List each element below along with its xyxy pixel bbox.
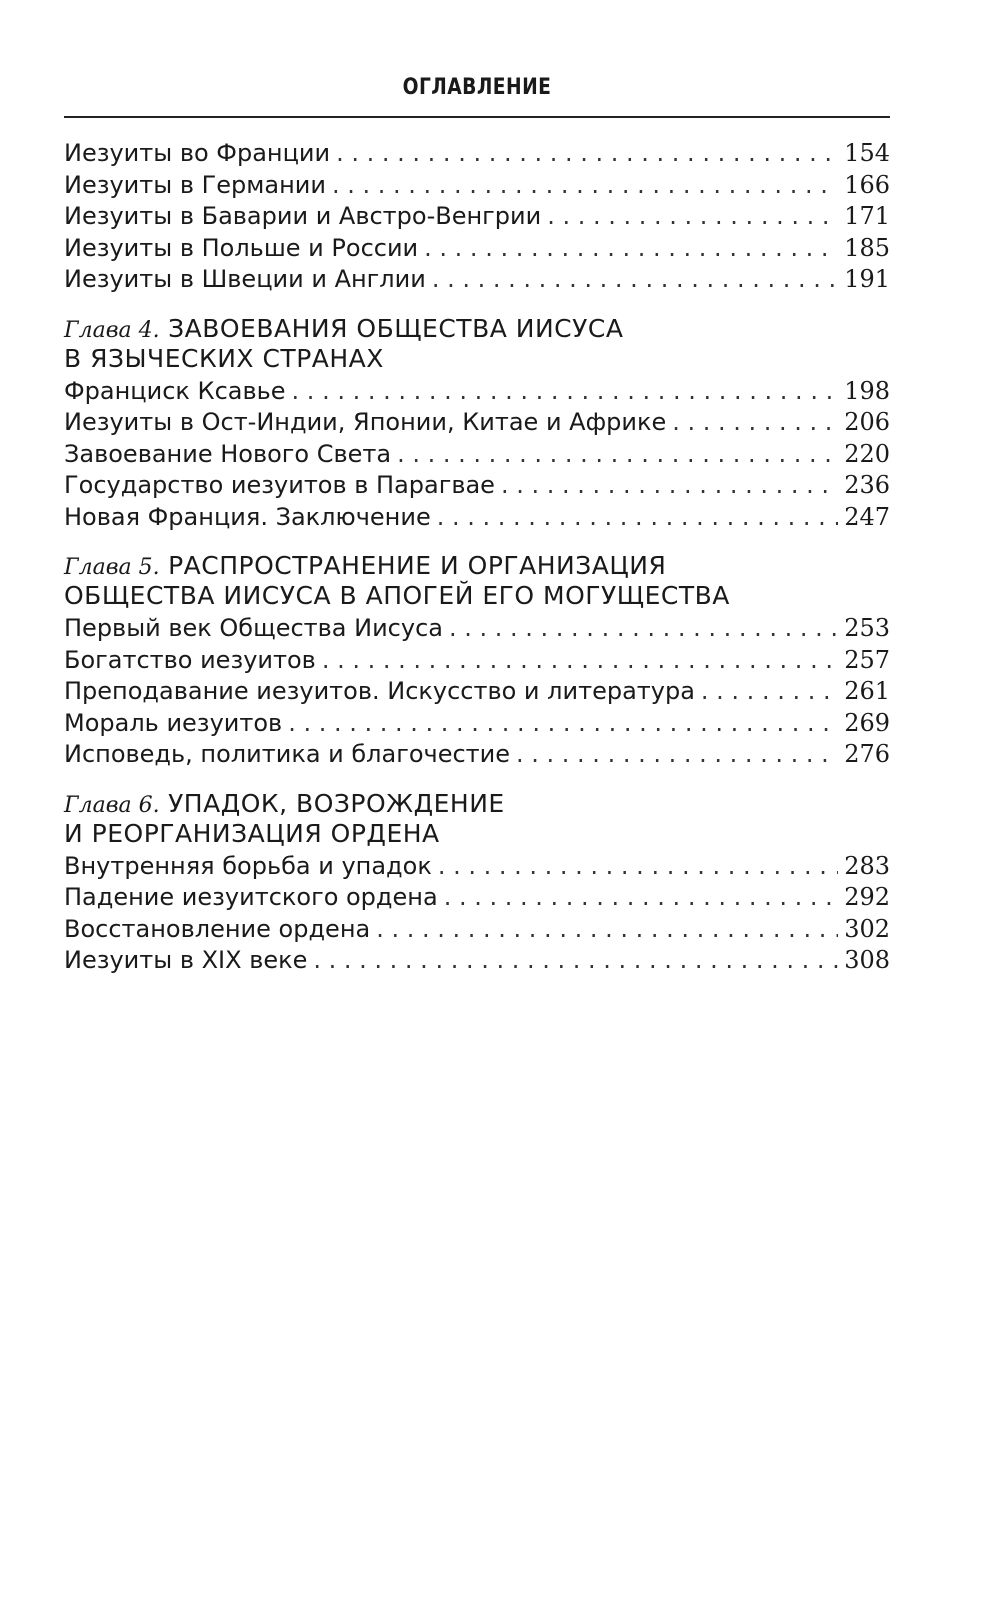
toc-entry-page: 154 [844, 139, 890, 167]
dot-leader [444, 882, 839, 914]
toc-entry-title: Исповедь, политика и благочестие [64, 740, 511, 768]
table-of-contents-page [64, 0, 890, 977]
toc-entry-title: Богатство иезуитов [64, 645, 316, 674]
toc-entry-page: 308 [844, 946, 890, 974]
toc-entry-page: 191 [844, 265, 890, 293]
toc-entry-page: 206 [844, 408, 890, 436]
toc-entry[interactable] [64, 407, 890, 439]
toc-entry-title: Иезуиты в Баварии и Австро-Венгрии [64, 202, 542, 230]
chapter-heading-line1 [64, 551, 890, 581]
toc-entry[interactable] [64, 613, 890, 645]
toc-entry-page: 257 [844, 645, 890, 674]
dot-leader [376, 914, 838, 946]
toc-entry-page: 166 [844, 170, 890, 199]
dot-leader [397, 439, 838, 471]
toc-entry[interactable] [64, 708, 890, 740]
toc-entry-page: 220 [844, 439, 890, 468]
chapter-heading-4[interactable] [64, 314, 890, 374]
chapter-label: Глава 4. [64, 317, 160, 343]
toc-entry-title: Падение иезуитского ордена [64, 883, 438, 911]
toc-entry-page: 302 [844, 914, 890, 943]
chapter-title: УПАДОК, ВОЗРОЖДЕНИЕ [168, 788, 505, 818]
toc-entry-page: 261 [844, 677, 890, 705]
toc-entry-title: Восстановление ордена [64, 914, 371, 943]
toc-entry-page: 198 [844, 376, 890, 405]
toc-entry[interactable] [64, 945, 890, 977]
dot-leader [438, 851, 838, 883]
chapter-title-line2: В ЯЗЫЧЕСКИХ СТРАНАХ [64, 343, 384, 373]
chapter-label: Глава 6. [64, 792, 160, 818]
intro-entries [64, 138, 890, 296]
toc-entry-page: 269 [844, 708, 890, 737]
toc-entry[interactable] [64, 645, 890, 677]
toc-entry-page: 253 [844, 614, 890, 642]
toc-entry-title: Иезуиты в Германии [64, 170, 326, 199]
toc-entry-page: 283 [844, 851, 890, 880]
dot-leader [672, 407, 838, 439]
dot-leader [437, 502, 838, 534]
dot-leader [432, 264, 838, 296]
toc-entry-page: 185 [844, 233, 890, 262]
header-rule [64, 116, 890, 118]
dot-leader [516, 739, 838, 771]
toc-entry-title: Завоевание Нового Света [64, 439, 392, 468]
dot-leader [449, 613, 838, 645]
chapter-6-entries [64, 851, 890, 977]
toc-entry[interactable] [64, 851, 890, 883]
chapter-label: Глава 5. [64, 555, 160, 580]
dot-leader [336, 138, 838, 170]
toc-entry[interactable] [64, 676, 890, 708]
toc-entry-title: Мораль иезуитов [64, 708, 283, 737]
toc-entry[interactable] [64, 914, 890, 946]
toc-entry-title: Внутренняя борьба и упадок [64, 851, 432, 880]
toc-entry[interactable] [64, 170, 890, 202]
toc-entry-title: Иезуиты в Швеции и Англии [64, 265, 426, 293]
toc-entry-title: Новая Франция. Заключение [64, 502, 431, 531]
toc-entry[interactable] [64, 201, 890, 233]
dot-leader [501, 470, 838, 502]
toc-entry-title: Иезуиты в Ост-Индии, Японии, Китае и Африке [64, 408, 667, 436]
toc-entry[interactable] [64, 138, 890, 170]
toc-entry-title: Франциск Ксавье [64, 376, 286, 405]
toc-entry[interactable] [64, 502, 890, 534]
chapter-5-entries [64, 613, 890, 771]
chapter-title: РАСПРОСТРАНЕНИЕ И ОРГАНИЗАЦИЯ [168, 551, 667, 580]
toc-entry-page: 171 [844, 202, 890, 230]
toc-entry[interactable] [64, 739, 890, 771]
chapter-heading-line1 [64, 789, 890, 819]
dot-leader [313, 945, 838, 977]
dot-leader [547, 201, 838, 233]
toc-entry[interactable] [64, 439, 890, 471]
chapter-title-line2: ОБЩЕСТВА ИИСУСА В АПОГЕЙ ЕГО МОГУЩЕСТВА [64, 581, 730, 610]
dot-leader [292, 376, 839, 408]
toc-entry-page: 247 [844, 502, 890, 531]
dot-leader [288, 708, 838, 740]
dot-leader [322, 645, 838, 677]
toc-entry[interactable] [64, 376, 890, 408]
toc-entry-title: Иезуиты во Франции [64, 139, 331, 167]
toc-entry-title: Иезуиты в XIX веке [64, 946, 308, 974]
toc-entry[interactable] [64, 882, 890, 914]
toc-entry-page: 292 [844, 883, 890, 911]
toc-entry-page: 236 [844, 471, 890, 499]
toc-entry-title: Иезуиты в Польше и России [64, 233, 419, 262]
chapter-title-line2: И РЕОРГАНИЗАЦИЯ ОРДЕНА [64, 818, 440, 848]
page-header: ОГЛАВЛЕНИЕ [402, 75, 552, 100]
dot-leader [424, 233, 838, 265]
toc-entry[interactable] [64, 264, 890, 296]
toc-entry-page: 276 [844, 740, 890, 768]
chapter-heading-line1 [64, 314, 890, 344]
dot-leader [332, 170, 838, 202]
toc-entry-title: Первый век Общества Иисуса [64, 614, 443, 642]
chapter-heading-5[interactable] [64, 551, 890, 611]
dot-leader [701, 676, 838, 708]
chapter-heading-6[interactable] [64, 789, 890, 849]
chapter-title: ЗАВОЕВАНИЯ ОБЩЕСТВА ИИСУСА [168, 313, 624, 343]
toc-entry-title: Преподавание иезуитов. Искусство и литература [64, 677, 695, 705]
toc-entry[interactable] [64, 233, 890, 265]
chapter-4-entries [64, 376, 890, 534]
toc-entry-title: Государство иезуитов в Парагвае [64, 471, 495, 499]
toc-entry[interactable] [64, 470, 890, 502]
